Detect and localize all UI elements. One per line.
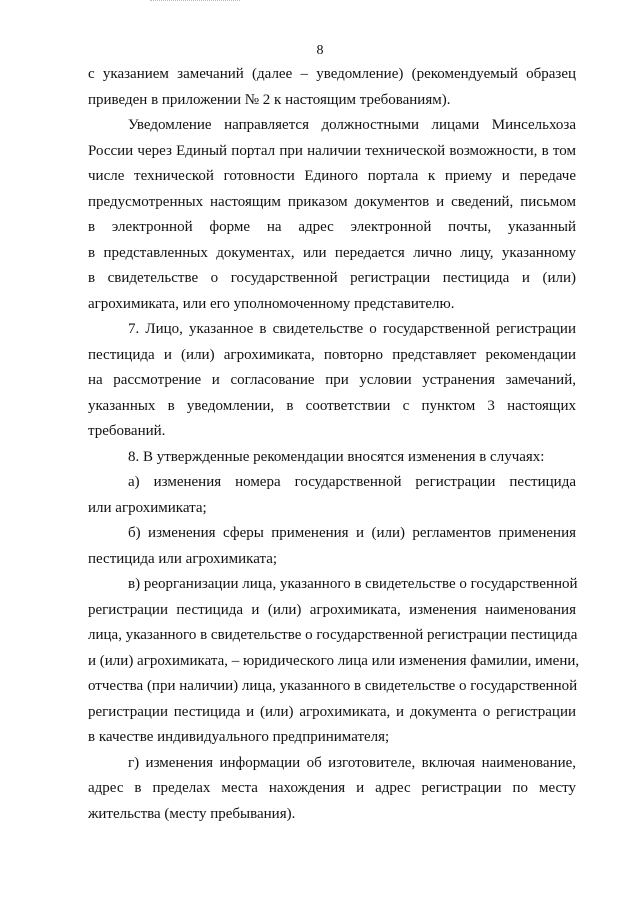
text-line: лица, указанного в свидетельстве о государственной регистрации пестицида	[88, 627, 578, 643]
text-line: регистрации пестицида и (или) агрохимиката, и документа о регистрации	[88, 703, 576, 720]
text-line: пестицида или агрохимиката;	[88, 550, 278, 567]
text-line: на рассмотрение и согласование при условии устранения замечаний,	[88, 372, 576, 388]
paragraph	[88, 113, 576, 317]
text-line: пестицида и (или) агрохимиката, повторно представляет рекомендации	[88, 346, 576, 363]
paragraph	[88, 572, 580, 751]
scan-edge-mark	[150, 0, 240, 2]
text-line: приведен в приложении № 2 к настоящим требованиям).	[88, 91, 451, 108]
text-line: и (или) агрохимиката, – юридического лица или изменения фамилии, имени,	[88, 652, 580, 669]
text-line: в качестве индивидуального предпринимателя;	[88, 729, 390, 745]
paragraph	[88, 317, 576, 445]
text-line: отчества (при наличии) лица, указанного в свидетельстве о государственной	[88, 678, 578, 694]
text-line: жительства (месту пребывания).	[88, 805, 296, 822]
text-line: предусмотренных настоящим приказом документов и сведений, письмом	[88, 193, 576, 210]
text-line: в представленных документах, или передается лично лицу, указанному	[88, 244, 576, 261]
text-line: в электронной форме на адрес электронной почты, указанный	[88, 219, 576, 235]
paragraph	[88, 521, 576, 572]
text-line: требований.	[88, 423, 166, 439]
text-line: Уведомление направляется должностными лицами Минсельхоза	[128, 117, 576, 133]
text-line: в) реорганизации лица, указанного в свидетельстве о государственной	[128, 576, 578, 592]
text-line: адрес в пределах места нахождения и адрес регистрации по месту	[88, 780, 576, 796]
paragraph	[88, 62, 576, 113]
text-line: а) изменения номера государственной регистрации пестицида	[128, 474, 576, 490]
text-line: числе технической готовности Единого портала к приему и передаче	[88, 168, 576, 184]
paragraph	[88, 445, 576, 471]
text-line: указанных в уведомлении, в соответствии с пунктом 3 настоящих	[88, 397, 576, 414]
text-line: или агрохимиката;	[88, 499, 207, 516]
text-line: регистрации пестицида и (или) агрохимиката, изменения наименования	[88, 601, 576, 618]
text-line: России через Единый портал при наличии технической возможности, в том	[88, 142, 576, 159]
document-body	[88, 62, 580, 827]
text-line: агрохимиката, или его уполномоченному представителю.	[88, 295, 455, 312]
text-line: 7. Лицо, указанное в свидетельстве о государственной регистрации	[128, 321, 576, 337]
text-line: 8. В утвержденные рекомендации вносятся изменения в случаях:	[128, 448, 545, 465]
text-line: в свидетельстве о государственной регистрации пестицида и (или)	[88, 270, 576, 286]
text-line: с указанием замечаний (далее – уведомление) (рекомендуемый образец	[88, 66, 576, 82]
text-line: б) изменения сферы применения и (или) регламентов применения	[128, 525, 576, 541]
paragraph	[88, 470, 576, 521]
text-line: г) изменения информации об изготовителе, включая наименование,	[128, 754, 576, 771]
paragraph	[88, 751, 576, 828]
page-number: 8	[316, 43, 324, 58]
